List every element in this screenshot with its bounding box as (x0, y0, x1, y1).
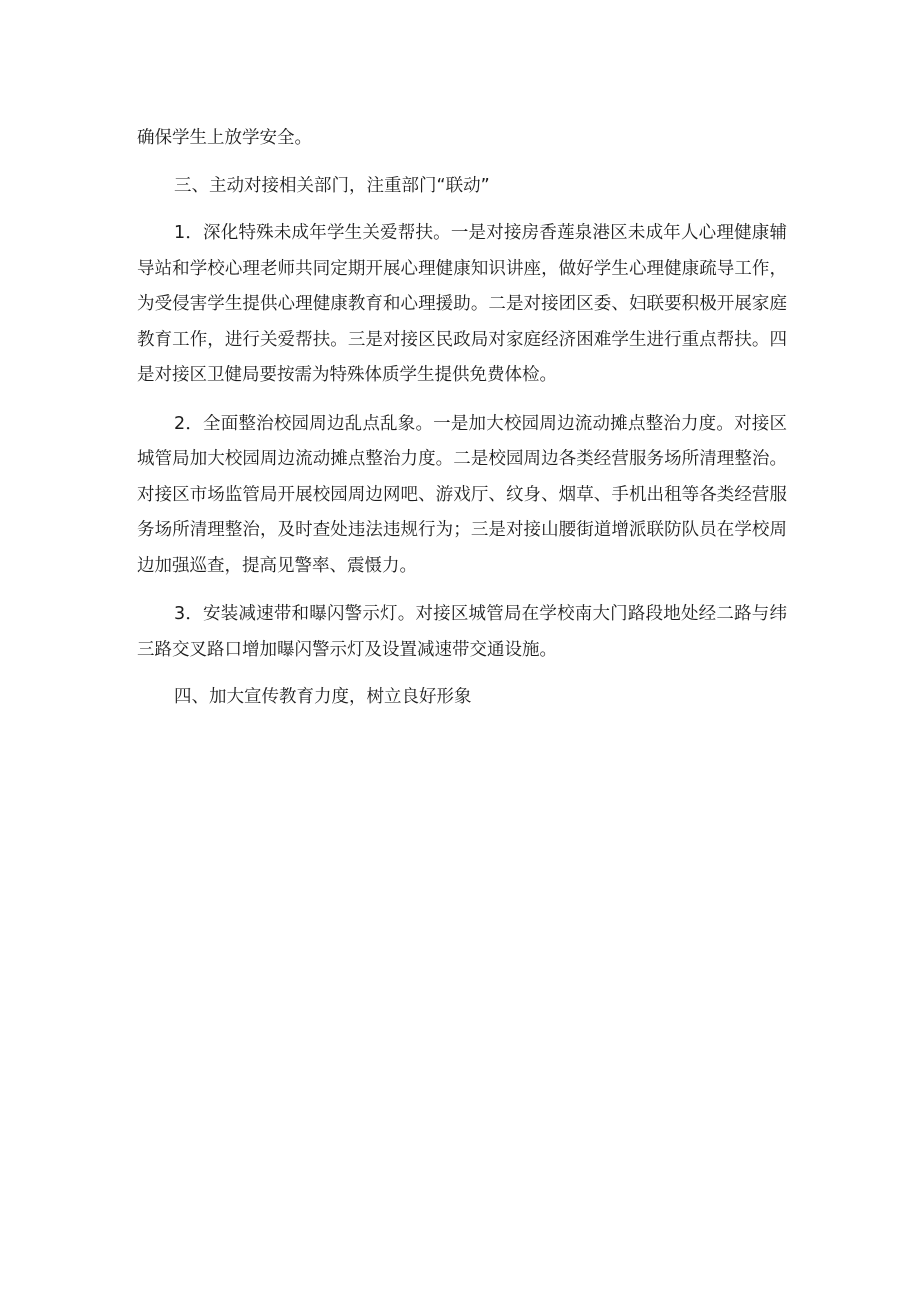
document-body (137, 121, 787, 716)
section-heading-3: 三、主动对接相关部门，注重部门“联动” (174, 175, 490, 196)
paragraph-item-1: 1．深化特殊未成年学生关爱帮扶。一是对接房香莲泉港区未成年人心理健康辅导站和学校心理老师共同定期开展心理健康知识讲座，做好学生心理健康疏导工作，为受侵害学生提供心理健康教育和心理援助。二是对接团区委、妇联要积极开展家庭教育工作，进行关爱帮扶。三是对接区民政局对家庭经济困难学生进行重点帮扶。四是对接区卫健局要按需为特殊体质学生提供免费体检。 (137, 223, 787, 385)
section-heading-4: 四、加大宣传教育力度，树立良好形象 (174, 687, 472, 707)
paragraph-item-2: 2．全面整治校园周边乱点乱象。一是加大校园周边流动摊点整治力度。对接区城管局加大校园周边流动摊点整治力度。二是校园周边各类经营服务场所清理整治。对接区市场监管局开展校园周边网吧、游戏厅、纹身、烟草、手机出租等各类经营服务场所清理整治，及时查处违法违规行为；三是对接山腰街道增派联防队员在学校周边加强巡查，提高见警率、震慑力。 (137, 413, 787, 576)
paragraph-item-3: 3．安装减速带和曝闪警示灯。对接区城管局在学校南大门路段地处经二路与纬三路交叉路口增加曝闪警示灯及设置减速带交通设施。 (137, 604, 787, 660)
paragraph-continuation: 确保学生上放学安全。 (137, 128, 312, 148)
